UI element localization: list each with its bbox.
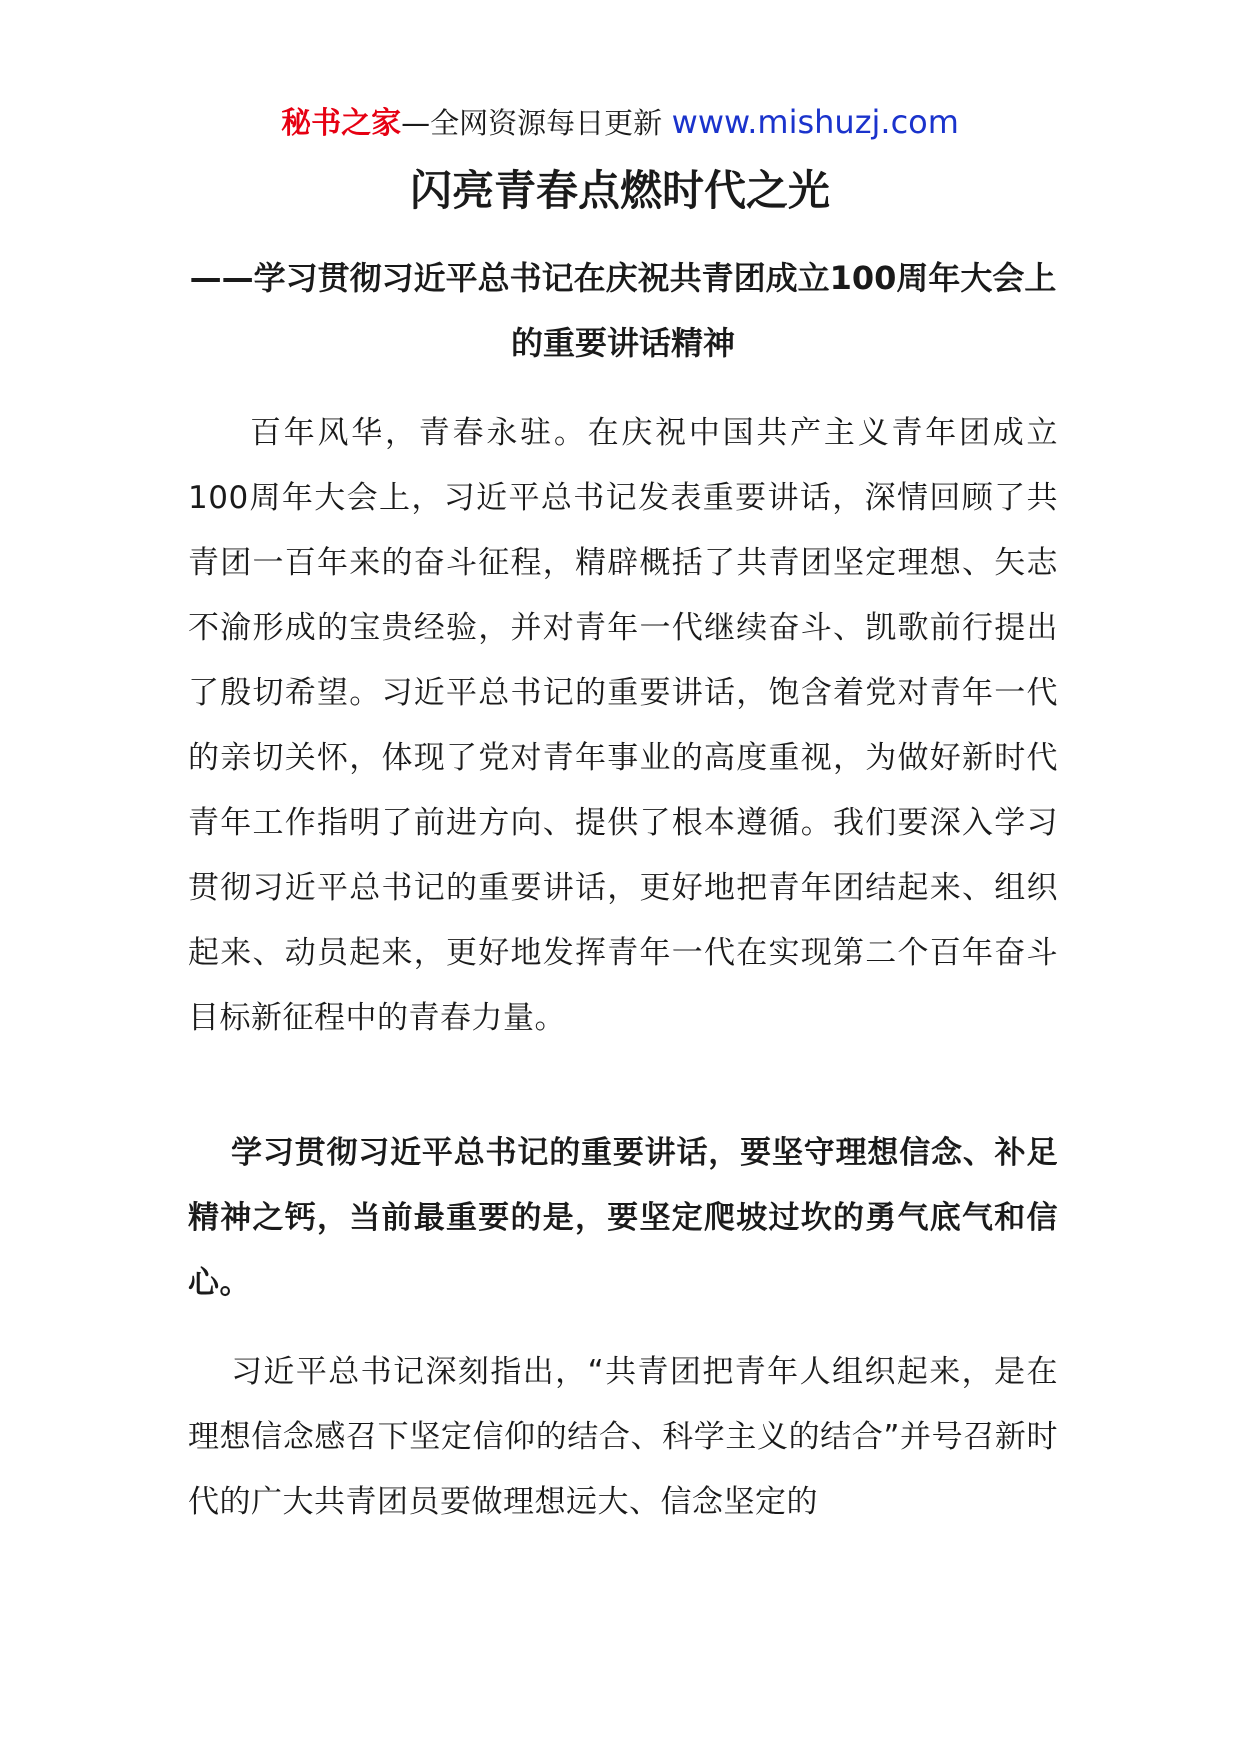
body-paragraph-quote: 习近平总书记深刻指出，“共青团把青年人组织起来，是在理想信念感召下坚定信仰的结合、科学主义的结合”并号召新时代的广大共青团员要做理想远大、信念坚定的 [188,1354,1058,1520]
document-title: 闪亮青春点燃时代之光 [409,166,830,215]
brand-name: 秘书之家 [281,106,402,141]
document-subtitle: ——学习贯彻习近平总书记在庆祝共青团成立100周年大会上的重要讲话精神 [189,259,1057,362]
body-paragraph-bold-heading: 学习贯彻习近平总书记的重要讲话，要坚守理想信念、补足精神之钙，当前最重要的是，要坚定爬坡过坎的勇气底气和信心。 [188,1135,1058,1301]
body-paragraph-intro: 百年风华，青春永驻。在庆祝中国共产主义青年团成立100周年大会上，习近平总书记发表重要讲话，深情回顾了共青团一百年来的奋斗征程，精辟概括了共青团坚定理想、矢志不渝形成的宝贵经验，并对青年一代继续奋斗、凯歌前行提出了殷切希望。习近平总书记的重要讲话，饱含着党对青年一代的亲切关怀，体现了党对青年事业的高度重视，为做好新时代青年工作指明了前进方向、提供了根本遵循。我们要深入学习贯彻习近平总书记的重要讲话，更好地把青年团结起来、组织起来、动员起来，更好地发挥青年一代在实现第二个百年奋斗目标新征程中的青春力量。 [188,415,1058,1036]
site-url-link[interactable]: www.mishuzj.com [671,103,959,141]
header-slogan: —全网资源每日更新 [401,106,663,140]
site-header [0,100,1240,146]
